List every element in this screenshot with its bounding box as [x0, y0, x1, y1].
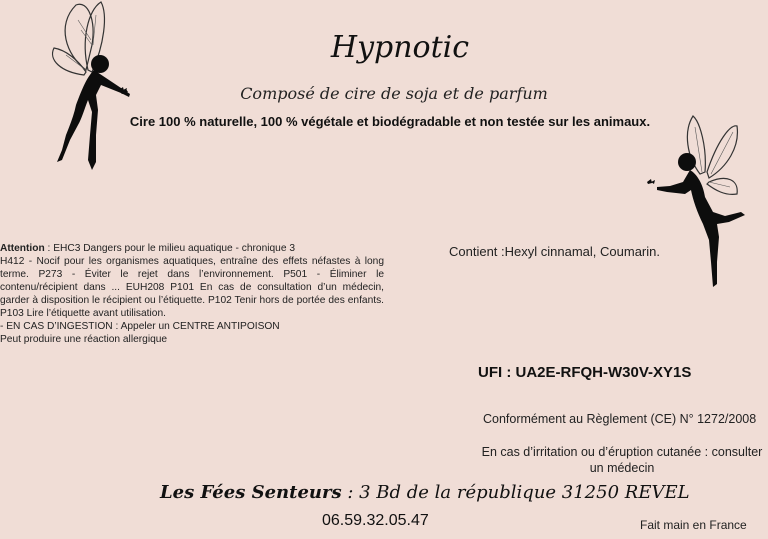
ufi-code: UFI : UA2E-RFQH-W30V-XY1S	[478, 364, 692, 381]
company-name: Les Fées Senteurs	[160, 482, 342, 503]
company-address: : 3 Bd de la république 31250 REVEL	[341, 482, 690, 503]
warning-hazard: : EHC3 Dangers pour le milieu aquatique - chronique 3	[44, 243, 296, 254]
warning-block	[0, 242, 384, 346]
warning-label: Attention	[0, 243, 45, 254]
handmade-text: Fait main en France	[640, 518, 747, 532]
warning-ingestion: - EN CAS D’INGESTION : Appeler un CENTRE ANTIPOISON	[0, 321, 280, 332]
fairy-silhouette-right	[645, 112, 755, 292]
ingredients-contains: Contient :Hexyl cinnamal, Coumarin.	[449, 244, 660, 259]
regulation-text: Conformément au Règlement (CE) N° 1272/2008	[483, 412, 757, 426]
product-composition: Composé de cire de soja et de parfum	[240, 84, 548, 103]
warning-body: H412 - Nocif pour les organismes aquatiques, entraîne des effets néfastes à long terme. P273 - Éviter le rejet dans l’environnement. P501 - Éliminer le contenu/récipient dans ... EUH208 P101 En cas de consultation d’un médecin, garder à disposition le récipient ou l’étiquette. P102 Tenir hors de portée des enfants. P103 Lire l’étiquette avant utilisation.	[0, 256, 384, 319]
product-claim: Cire 100 % naturelle, 100 % végétale et biodégradable et non testée sur les animaux.	[129, 114, 651, 129]
company-phone: 06.59.32.05.47	[322, 512, 429, 529]
company-line	[160, 482, 690, 503]
product-name: Hypnotic	[330, 30, 470, 65]
warning-allergy: Peut produire une réaction allergique	[0, 334, 168, 345]
warning-heading-line	[0, 242, 384, 255]
irritation-advice: En cas d’irritation ou d’éruption cutanée : consulter un médecin	[481, 445, 763, 475]
